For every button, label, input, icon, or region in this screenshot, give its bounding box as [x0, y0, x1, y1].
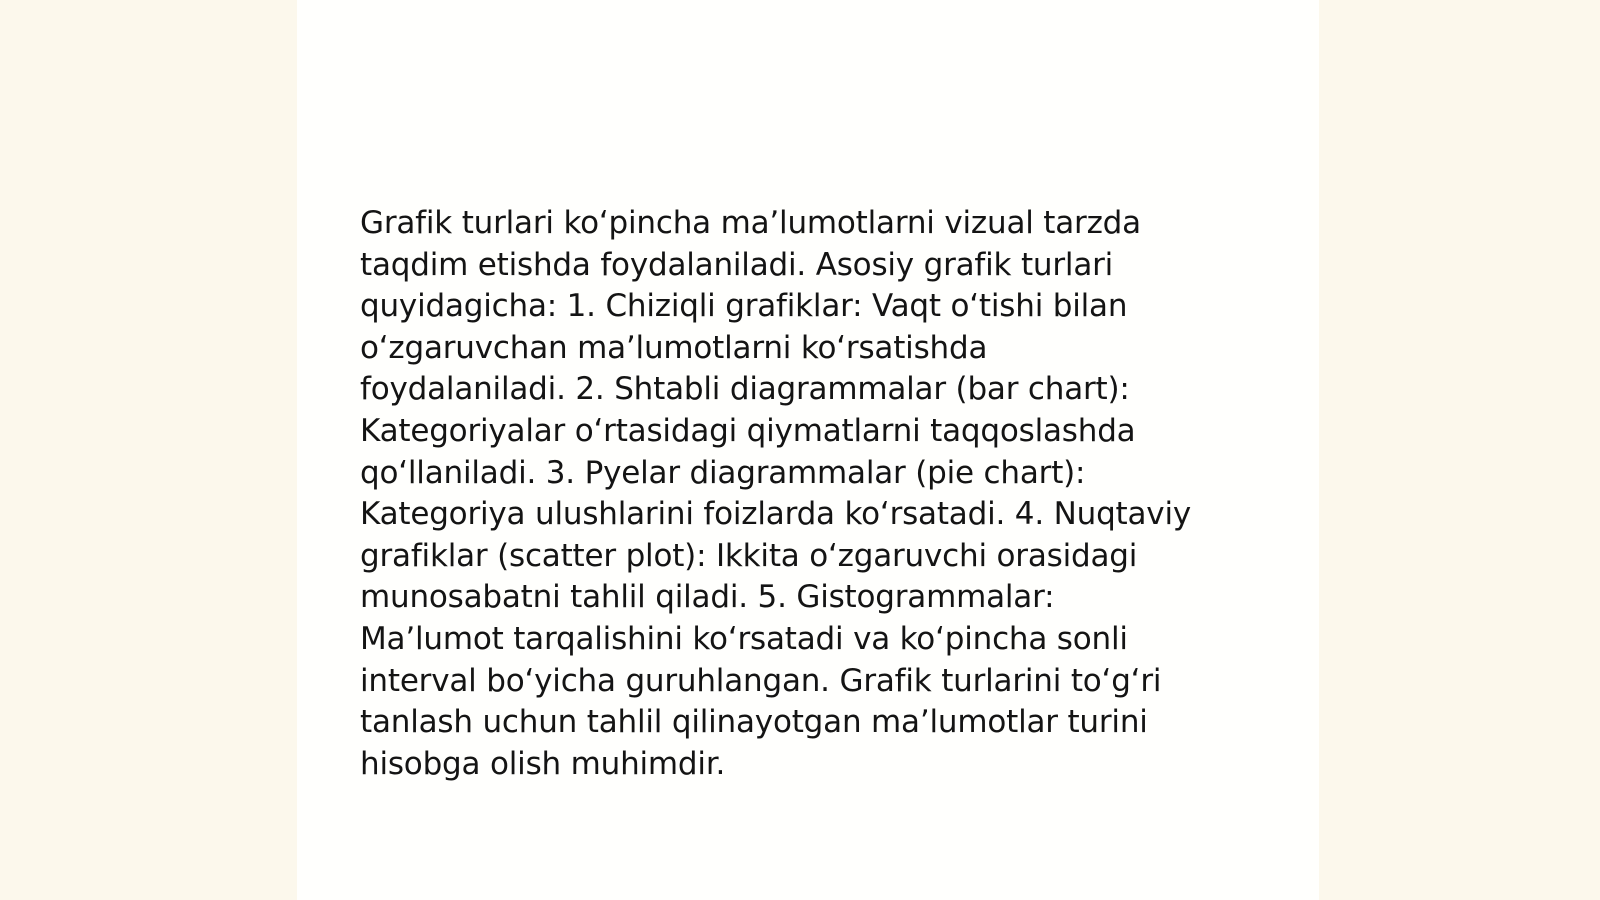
slide-body-text: Grafik turlari ko‘pincha ma’lumotlarni vizual tarzda taqdim etishda foydalaniladi. Asosiy grafik turlari quyidagicha: 1. Chiziqli grafiklar: Vaqt o‘tishi bilan o‘zgaruvchan ma’lumotlarni ko‘rsatishda foydalaniladi. 2. Shtabli diagrammalar (bar chart): Kategoriyalar o‘rtasidagi qiymatlarni taqqoslashda qo‘llaniladi. 3. Pyelar diagrammalar (pie chart): Kategoriya ulushlarini foizlarda ko‘rsatadi. 4. Nuqtaviy grafiklar (scatter plot): Ikkita o‘zgaruvchi orasidagi munosabatni tahlil qiladi. 5. Gistogrammalar: Ma’lumot tarqalishini ko‘rsatadi va ko‘pincha sonli interval bo‘yicha guruhlangan. Grafik turlarini to‘g‘ri tanlash uchun tahlil qilinayotgan ma’lumotlar turini hisobga olish muhimdir.	[360, 205, 1192, 782]
slide-canvas	[297, 0, 1319, 900]
